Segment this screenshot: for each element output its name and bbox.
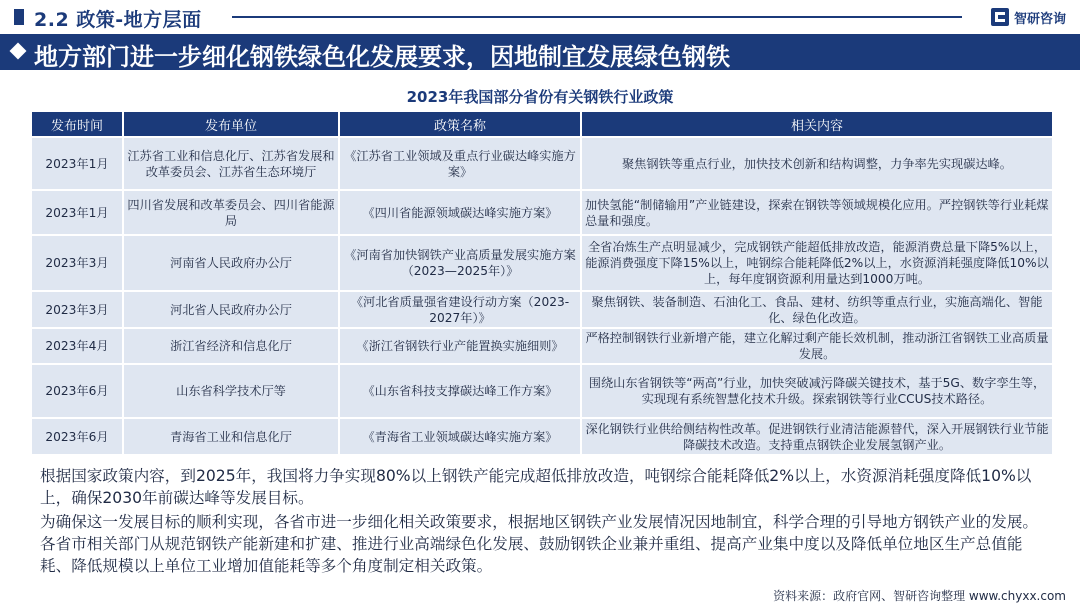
cell-content: 聚焦钢铁、装备制造、石油化工、食品、建材、纺织等重点行业，实施高端化、智能化、绿色化改造。	[582, 292, 1052, 327]
table-row	[32, 419, 1052, 454]
section-marker	[14, 9, 24, 25]
table-row	[32, 236, 1052, 290]
cell-date: 2023年4月	[32, 329, 122, 363]
cell-date: 2023年1月	[32, 138, 122, 189]
column-header-content: 相关内容	[582, 112, 1052, 136]
table-row	[32, 329, 1052, 363]
chyxx-logo-icon	[990, 7, 1010, 27]
cell-unit: 四川省发展和改革委员会、四川省能源局	[124, 191, 338, 234]
cell-unit: 河北省人民政府办公厅	[124, 292, 338, 327]
section-title: 2.2 政策-地方层面	[34, 9, 202, 31]
cell-unit: 河南省人民政府办公厅	[124, 236, 338, 290]
cell-unit: 青海省工业和信息化厅	[124, 419, 338, 454]
cell-policy: 《河北省质量强省建设行动方案（2023-2027年）》	[340, 292, 580, 327]
cell-policy: 《四川省能源领域碳达峰实施方案》	[340, 191, 580, 234]
cell-date: 2023年1月	[32, 191, 122, 234]
cell-policy: 《浙江省钢铁行业产能置换实施细则》	[340, 329, 580, 363]
body-paragraph-2: 为确保这一发展目标的顺利实现，各省市进一步细化相关政策要求，根据地区钢铁产业发展情况因地制宜，科学合理的引导地方钢铁产业的发展。各省市相关部门从规范钢铁产能新建和扩建、推进行业高端绿色化发展、鼓励钢铁企业兼并重组、提高产业集中度以及降低单位地区生产总值能耗、降低规模以上单位工业增加值能耗等多个角度制定相关政策。	[40, 513, 1039, 575]
table-row	[32, 138, 1052, 189]
cell-unit: 江苏省工业和信息化厅、江苏省发展和改革委员会、江苏省生态环境厅	[124, 138, 338, 189]
cell-date: 2023年6月	[32, 365, 122, 417]
cell-policy: 《山东省科技支撑碳达峰工作方案》	[340, 365, 580, 417]
cell-content: 围绕山东省钢铁等“两高”行业，加快突破减污降碳关键技术，基于5G、数字孪生等，实现现有系统智慧化技术升级。探索钢铁等行业CCUS技术路径。	[582, 365, 1052, 417]
brand-name: 智研咨询	[1013, 11, 1066, 27]
cell-content: 聚焦钢铁等重点行业，加快技术创新和结构调整，力争率先实现碳达峰。	[582, 138, 1052, 189]
cell-policy: 《河南省加快钢铁产业高质量发展实施方案（2023—2025年）》	[340, 236, 580, 290]
cell-content: 全省冶炼生产点明显减少，完成钢铁产能超低排放改造，能源消费总量下降5%以上，能源消费强度下降15%以上，吨钢综合能耗降低2%以上，水资源消耗强度降低10%以上，每年度钢资源利用量达到1000万吨。	[582, 236, 1052, 290]
cell-date: 2023年6月	[32, 419, 122, 454]
source-note: 资料来源：政府官网、智研咨询整理 www.chyxx.com	[773, 589, 1066, 603]
table-row	[32, 292, 1052, 327]
diamond-icon	[10, 43, 27, 60]
table-header-row	[32, 112, 1052, 136]
cell-content: 加快氢能“制储输用”产业链建设，探索在钢铁等领域规模化应用。严控钢铁等行业耗煤总量和强度。	[582, 191, 1052, 234]
cell-policy: 《青海省工业领域碳达峰实施方案》	[340, 419, 580, 454]
table-row	[32, 365, 1052, 417]
cell-date: 2023年3月	[32, 292, 122, 327]
title-banner	[0, 34, 1080, 70]
column-header-date: 发布时间	[32, 112, 122, 136]
column-header-policy: 政策名称	[340, 112, 580, 136]
page-title: 地方部门进一步细化钢铁绿色化发展要求，因地制宜发展绿色钢铁	[34, 43, 730, 71]
cell-date: 2023年3月	[32, 236, 122, 290]
header-divider	[232, 16, 962, 18]
cell-policy: 《江苏省工业领域及重点行业碳达峰实施方案》	[340, 138, 580, 189]
column-header-unit: 发布单位	[124, 112, 338, 136]
cell-unit: 山东省科学技术厅等	[124, 365, 338, 417]
policy-table	[30, 110, 1054, 456]
cell-content: 严格控制钢铁行业新增产能，建立化解过剩产能长效机制，推动浙江省钢铁工业高质量发展。	[582, 329, 1052, 363]
table-title: 2023年我国部分省份有关钢铁行业政策	[406, 88, 674, 106]
body-paragraph-1: 根据国家政策内容，到2025年，我国将力争实现80%以上钢铁产能完成超低排放改造，吨钢综合能耗降低2%以上，水资源消耗强度降低10%以上，确保2030年前碳达峰等发展目标。	[40, 467, 1032, 507]
table-row	[32, 191, 1052, 234]
cell-content: 深化钢铁行业供给侧结构性改革。促进钢铁行业清洁能源替代，深入开展钢铁行业节能降碳技术改造。支持重点钢铁企业发展氢钢产业。	[582, 419, 1052, 454]
cell-unit: 浙江省经济和信息化厅	[124, 329, 338, 363]
top-bar	[0, 0, 1080, 34]
brand-logo	[990, 6, 1066, 28]
